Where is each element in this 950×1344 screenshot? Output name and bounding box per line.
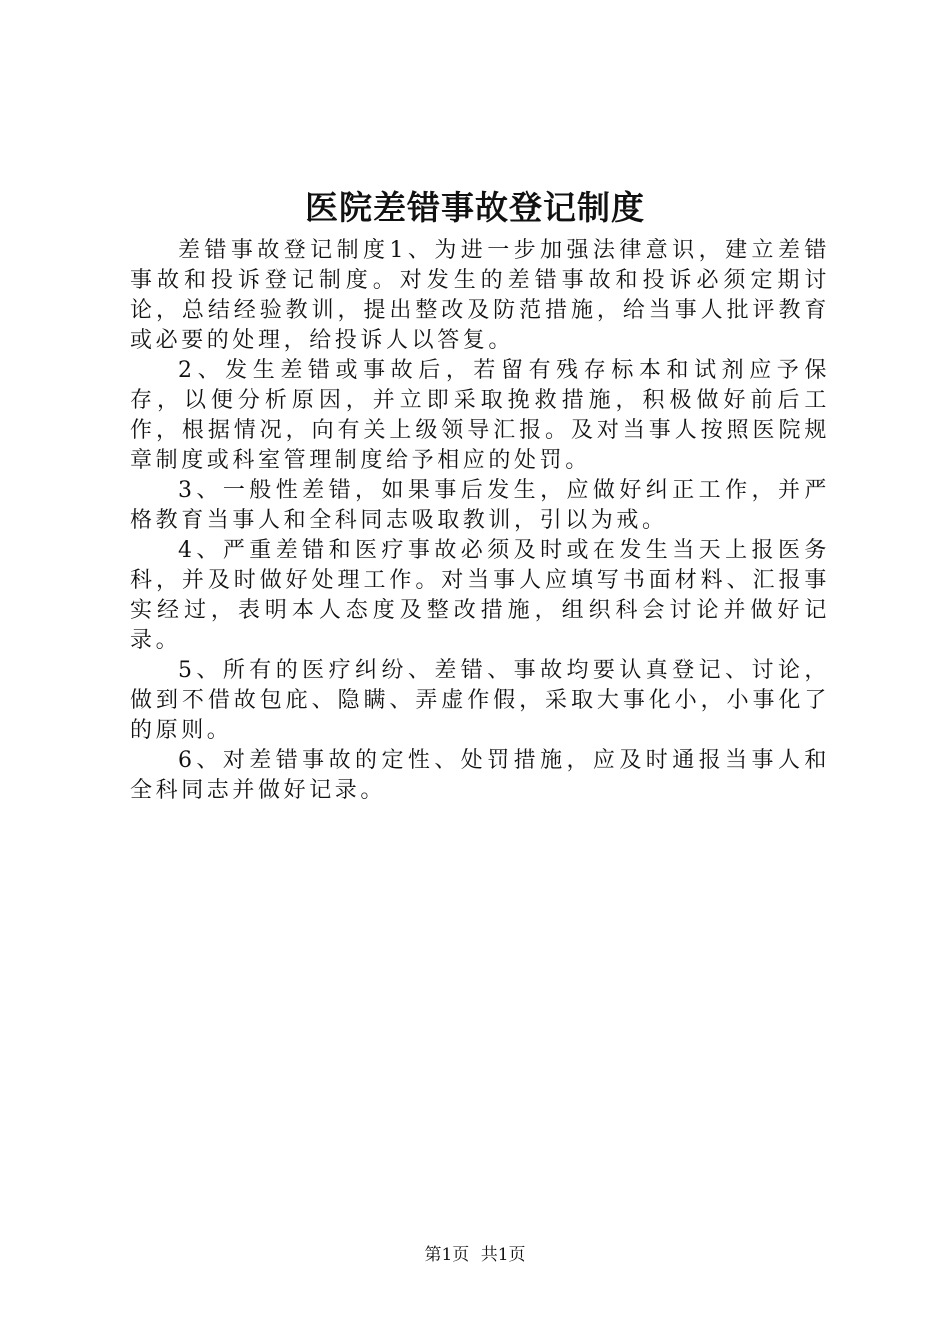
document-body [130, 236, 830, 806]
paragraph-3: 3、一般性差错，如果事后发生，应做好纠正工作，并严格教育当事人和全科同志吸取教训，引以为戒。 [130, 478, 830, 533]
page-number: 第1页 [424, 1245, 470, 1265]
page-footer [0, 1244, 950, 1266]
paragraph-4: 4、严重差错和医疗事故必须及时或在发生当天上报医务科，并及时做好处理工作。对当事人应填写书面材料、汇报事实经过，表明本人态度及整改措施，组织科会讨论并做好记录。 [130, 538, 830, 653]
paragraph-6: 6、对差错事故的定性、处罚措施，应及时通报当事人和全科同志并做好记录。 [130, 748, 830, 803]
paragraph-1: 差错事故登记制度1、为进一步加强法律意识，建立差错事故和投诉登记制度。对发生的差错事故和投诉必须定期讨论，总结经验教训，提出整改及防范措施，给当事人批评教育或必要的处理，给投诉人以答复。 [130, 238, 830, 353]
paragraph-5: 5、所有的医疗纠纷、差错、事故均要认真登记、讨论，做到不借故包庇、隐瞒、弄虚作假，采取大事化小，小事化了的原则。 [130, 658, 830, 743]
page-title: 医院差错事故登记制度 [305, 188, 645, 227]
paragraph-2: 2、发生差错或事故后，若留有残存标本和试剂应予保存，以便分析原因，并立即采取挽救措施，积极做好前后工作，根据情况，向有关上级领导汇报。及对当事人按照医院规章制度或科室管理制度给予相应的处罚。 [130, 358, 830, 473]
page-total: 共1页 [480, 1245, 526, 1265]
